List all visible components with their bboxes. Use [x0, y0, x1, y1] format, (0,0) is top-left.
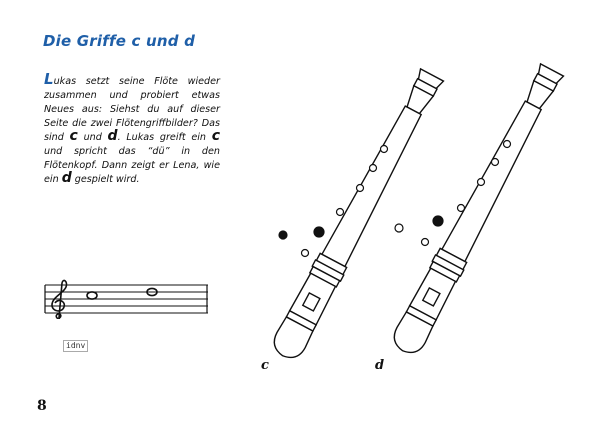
- note-name-d: d: [107, 128, 118, 144]
- finger-hole-d-3: [478, 179, 485, 186]
- finger-hole-d-6: [422, 239, 429, 246]
- paragraph-text: und spricht das “dü” in den Flötenkopf. Dann zeigt er Lena, wie ein: [44, 146, 220, 185]
- page-number: 8: [37, 398, 47, 414]
- finger-hole-d-1: [504, 141, 511, 148]
- thumb-hole-d: [395, 224, 403, 232]
- thumb-hole-c: [279, 231, 287, 239]
- finger-hole-c-2: [370, 165, 377, 172]
- finger-hole-c-1: [381, 146, 388, 153]
- paragraph-text: und: [77, 132, 108, 143]
- fingering-label-d: d: [375, 358, 385, 373]
- note-name-c: c: [211, 128, 220, 144]
- finger-hole-c-6: [302, 250, 309, 257]
- finger-hole-d-4: [458, 205, 465, 212]
- paragraph-text: gespielt wird.: [71, 174, 140, 185]
- page-title: Die Griffe c und d: [43, 32, 196, 50]
- note-name-d: d: [61, 170, 72, 186]
- finger-hole-c-4: [337, 209, 344, 216]
- finger-hole-c-5: [314, 227, 324, 237]
- staff-badge: idnv: [63, 340, 88, 352]
- finger-hole-d-2: [492, 159, 499, 166]
- paragraph-text: ukas setzt seine Flöte wieder zusammen und probiert etwas Neues aus: Siehst du auf dieser Seite die zwei Flötengriffbilder? Das sind: [44, 76, 220, 143]
- finger-hole-c-3: [357, 185, 364, 192]
- drop-cap: L: [44, 70, 54, 88]
- note-name-c: c: [69, 128, 78, 144]
- fingering-label-c: c: [261, 358, 269, 373]
- finger-hole-d-5: [433, 216, 443, 226]
- paragraph-text: . Lukas greift ein: [117, 132, 212, 143]
